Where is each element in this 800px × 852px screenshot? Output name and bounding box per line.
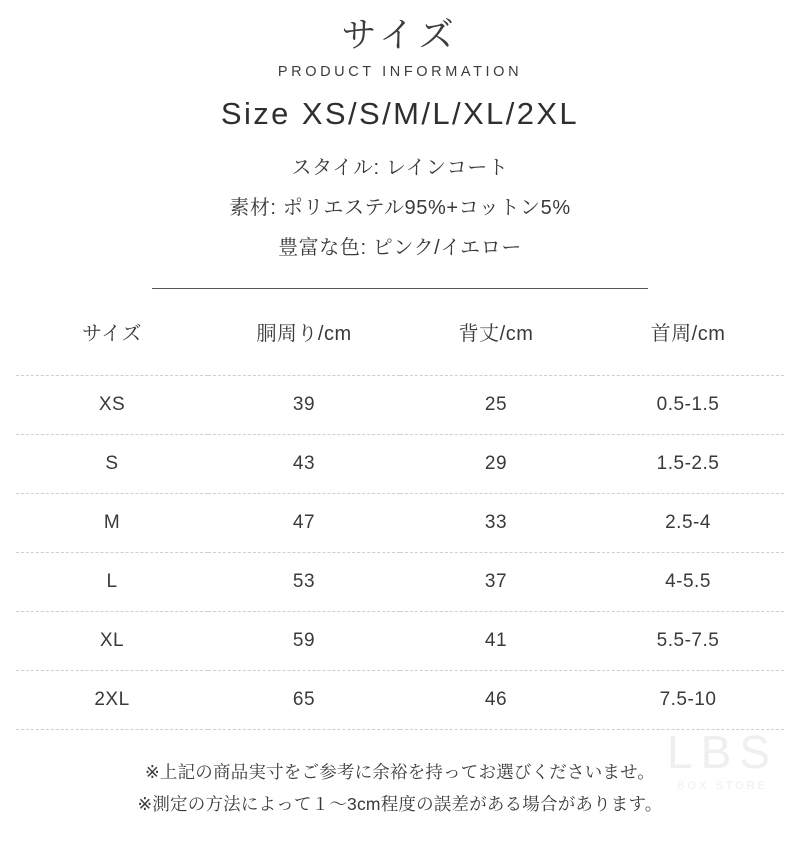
column-header-chest: 胴周り/cm <box>256 323 352 346</box>
cell-chest: 39 <box>292 393 316 415</box>
spec-colors: 豊富な色: ピンク/イエロー <box>278 236 522 259</box>
cell-back: 25 <box>484 393 508 415</box>
cell-neck: 5.5-7.5 <box>656 629 720 651</box>
cell-size: XS <box>98 393 126 415</box>
size-table <box>16 289 784 730</box>
page-subtitle: PRODUCT INFORMATION <box>277 63 523 80</box>
column-header-size: サイズ <box>82 323 142 346</box>
cell-size: M <box>103 511 121 533</box>
watermark-tagline: BOX STORE <box>677 780 769 792</box>
note-tolerance: ※測定の方法によって１〜3cm程度の誤差がある場合があります。 <box>137 794 663 815</box>
table-row <box>16 375 784 434</box>
table-row <box>16 611 784 670</box>
cell-neck: 2.5-4 <box>665 511 711 533</box>
size-range-line: Size XS/S/M/L/XL/2XL <box>220 95 580 131</box>
watermark-brand: LBS <box>667 726 778 778</box>
cell-size: S <box>105 452 119 474</box>
notes <box>0 756 800 821</box>
table-header-row <box>16 289 784 376</box>
cell-size: L <box>106 570 118 592</box>
cell-neck: 7.5-10 <box>659 688 717 710</box>
cell-neck: 4-5.5 <box>665 570 711 592</box>
table-body <box>16 375 784 729</box>
cell-back: 37 <box>484 570 508 592</box>
cell-neck: 0.5-1.5 <box>656 393 720 415</box>
cell-back: 41 <box>484 629 508 651</box>
spec-style: スタイル: レインコート <box>291 156 509 179</box>
table-row <box>16 552 784 611</box>
cell-chest: 59 <box>292 629 316 651</box>
page-title: サイズ <box>341 16 459 55</box>
cell-back: 33 <box>484 511 508 533</box>
cell-back: 46 <box>484 688 508 710</box>
cell-size: 2XL <box>94 688 130 710</box>
note-measurement-reference: ※上記の商品実寸をご参考に余裕を持ってお選びくださいませ。 <box>145 761 655 782</box>
cell-chest: 43 <box>292 452 316 474</box>
cell-chest: 47 <box>292 511 316 533</box>
table-row <box>16 434 784 493</box>
cell-chest: 53 <box>292 570 316 592</box>
table-row <box>16 493 784 552</box>
size-table-container <box>0 289 800 730</box>
cell-neck: 1.5-2.5 <box>656 452 720 474</box>
table-row <box>16 670 784 729</box>
spec-material: 素材: ポリエステル95%+コットン5% <box>229 196 571 219</box>
cell-size: XL <box>99 629 125 651</box>
cell-chest: 65 <box>292 688 316 710</box>
header <box>0 0 800 260</box>
column-header-neck: 首周/cm <box>650 323 726 346</box>
cell-back: 29 <box>484 452 508 474</box>
table-head <box>16 289 784 376</box>
column-header-back: 背丈/cm <box>458 323 534 346</box>
